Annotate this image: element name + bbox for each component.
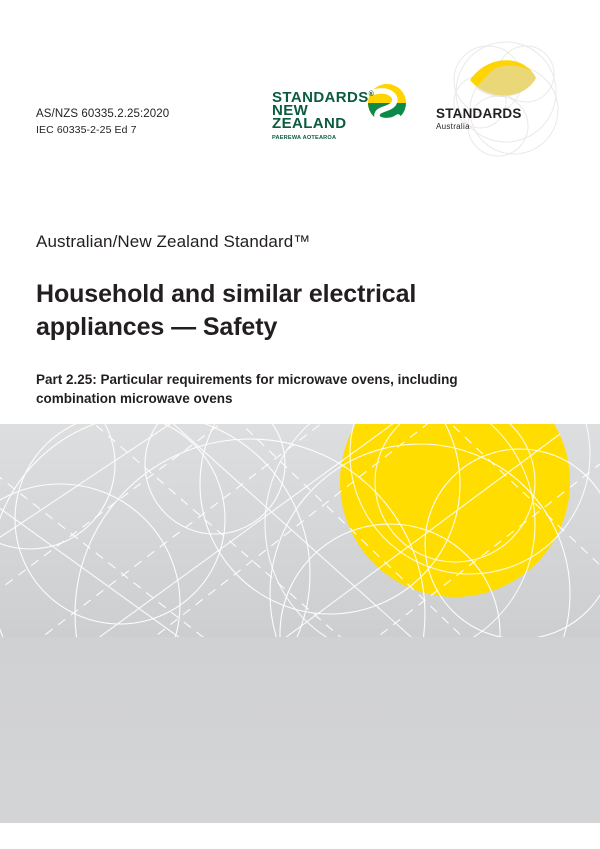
standards-new-zealand-logo [272, 82, 407, 141]
registered-mark-icon: ® [368, 91, 375, 98]
cover-lower-band [0, 637, 600, 849]
standards-nz-wordmark [272, 88, 375, 145]
iec-reference: IEC 60335-2-25 Ed 7 [36, 124, 137, 136]
standards-nz-line3: PAEREWA AOTEAROA [272, 135, 337, 141]
standards-australia-wordmark [436, 106, 528, 131]
page-title: Household and similar electrical appliances — Safety [36, 280, 417, 341]
standards-australia-line2: Australia [436, 122, 470, 131]
page-footer-margin [0, 823, 600, 849]
standards-nz-line1: STANDARDS® [272, 89, 375, 106]
cover-graphic-icon [0, 424, 600, 637]
page-header [0, 0, 600, 200]
standards-australia-mark-icon [436, 40, 568, 170]
document-identifiers [36, 106, 169, 138]
title-block [36, 232, 556, 408]
standards-australia-logo [436, 40, 568, 160]
standards-nz-line2: NEW ZEALAND [272, 102, 347, 132]
cover-graphic-band [0, 424, 600, 637]
standard-kicker: Australian/New Zealand Standard™ [36, 232, 311, 251]
part-subtitle: Part 2.25: Particular requirements for microwave ovens, including combination microwave ovens [36, 372, 458, 406]
standards-australia-line1: STANDARDS [436, 106, 522, 121]
standard-number: AS/NZS 60335.2.25:2020 [36, 108, 170, 120]
